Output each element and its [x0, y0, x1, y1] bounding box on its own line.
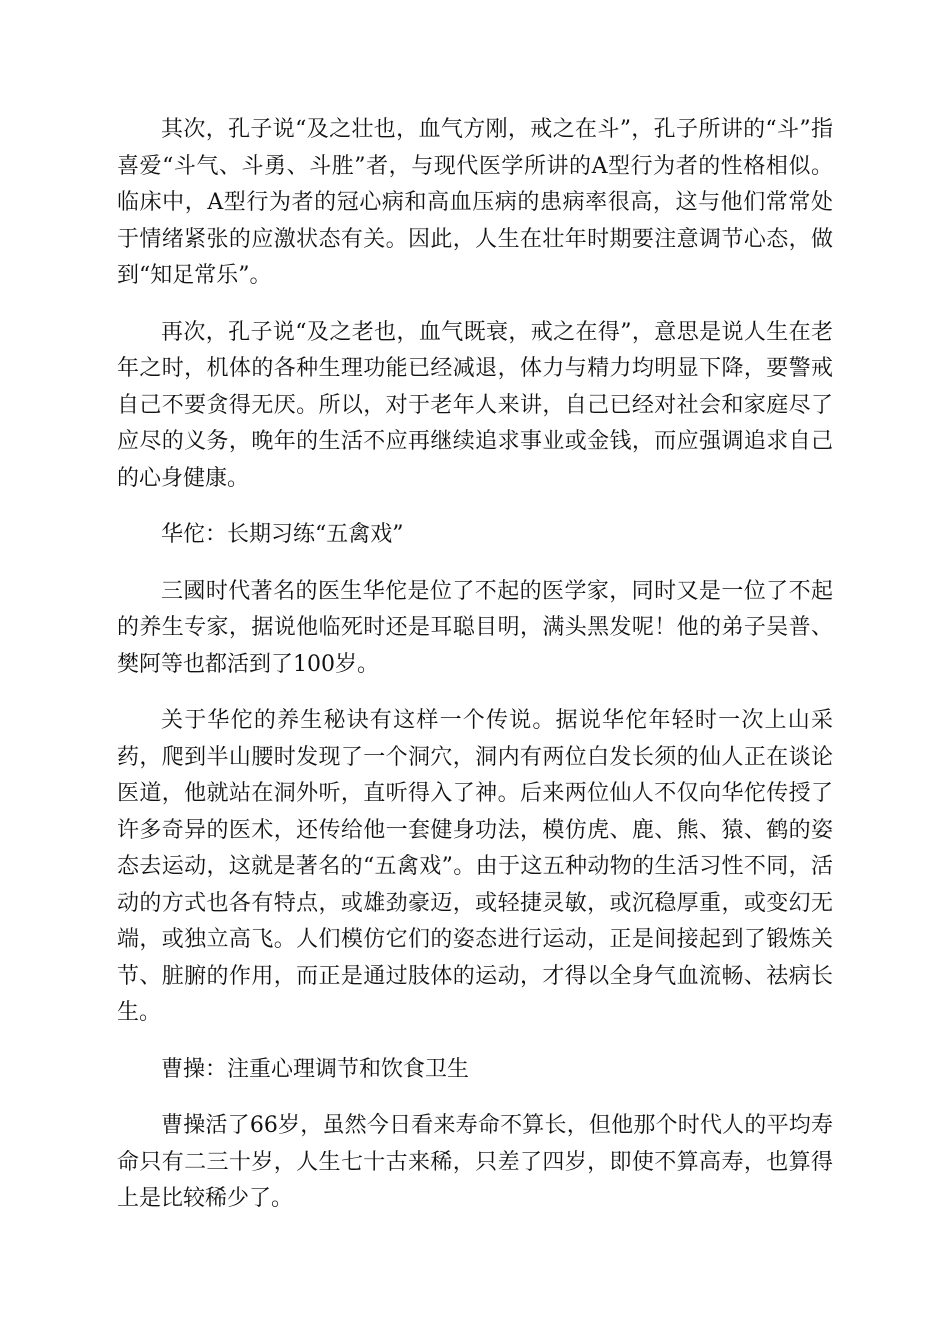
section-heading-hua-tuo: 华佗：长期习练“五禽戏” — [161, 522, 404, 547]
paragraph-confucius-old-age: 再次，孔子说“及之老也，血气既衰，戒之在得”，意思是说人生在老年之时，机体的各种生理功能已经减退，体力与精力均明显下降，要警戒自己不要贪得无厌。所以，对于老年人来讲，自己已经对社会和家庭尽了应尽的义务，晚年的生活不应再继续追求事业或金钱，而应强调追求自己的心身健康。 — [117, 319, 833, 491]
paragraph-hua-tuo-intro: 三國时代著名的医生华佗是位了不起的医学家，同时又是一位了不起的养生专家，据说他临死时还是耳聪目明，满头黑发呢！他的弟子吴普、樊阿等也都活到了100岁。 — [117, 578, 833, 677]
section-heading-cao-cao: 曹操：注重心理调节和饮食卫生 — [161, 1056, 470, 1082]
paragraph-confucius-middle-age: 其次，孔子说“及之壮也，血气方刚，戒之在斗”，孔子所讲的“斗”指喜爱“斗气、斗勇、斗胜”者，与现代医学所讲的A型行为者的性格相似。临床中，A型行为者的冠心病和高血压病的患病率很高，这与他们常常处于情绪紧张的应激状态有关。因此，人生在壮年时期要注意调节心态，做到“知足常乐”。 — [117, 117, 833, 288]
paragraph-cao-cao-intro: 曹操活了66岁，虽然今日看来寿命不算长，但他那个时代人的平均寿命只有二三十岁，人生七十古来稀，只差了四岁，即使不算高寿，也算得上是比较稀少了。 — [117, 1113, 833, 1211]
paragraph-hua-tuo-legend: 关于华佗的养生秘诀有这样一个传说。据说华佗年轻时一次上山采药，爬到半山腰时发现了一个洞穴，洞内有两位白发长须的仙人正在谈论医道，他就站在洞外听，直听得入了神。后来两位仙人不仅向华佗传授了许多奇异的医术，还传给他一套健身功法，模仿虎、鹿、熊、猿、鹤的姿态去运动，这就是著名的“五禽戏”。由于这五种动物的生活习性不同，活动的方式也各有特点，或雄劲豪迈，或轻捷灵敏，或沉稳厚重，或变幻无端，或独立高飞。人们模仿它们的姿态进行运动，正是间接起到了锻炼关节、脏腑的作用，而正是通过肢体的运动，才得以全身气血流畅、祛病长生。 — [117, 708, 833, 1025]
